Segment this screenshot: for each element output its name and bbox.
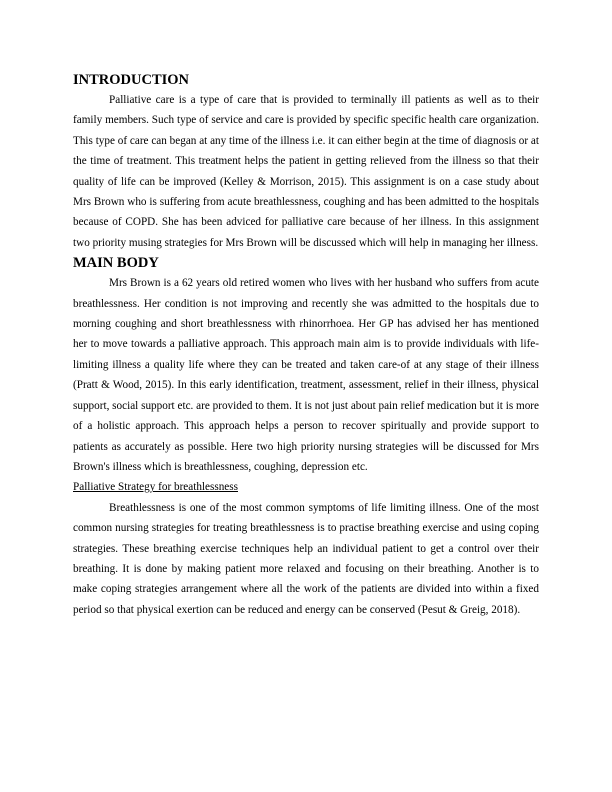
- document-page: [73, 70, 539, 620]
- introduction-paragraph: Palliative care is a type of care that is provided to terminally ill patients as well as to their family members. Such type of service and care is provided by specific specific health care organization. This type of care can began at any time of the illness i.e. it can either begin at the time of diagnosis or at the time of treatment. This treatment helps the patient in getting relieved from the illness so that their quality of life can be improved (Kelley & Morrison, 2015). This assignment is on a case study about Mrs Brown who is suffering from acute breathlessness, coughing and has been admitted to the hospitals because of COPD. She has been adviced for palliative care because of her illness. In this assignment two priority musing strategies for Mrs Brown will be discussed which will help in managing her illness.: [73, 94, 539, 249]
- main-body-heading: MAIN BODY: [73, 255, 159, 272]
- breathlessness-strategy-paragraph: Breathlessness is one of the most common symptoms of life limiting illness. One of the most common nursing strategies for treating breathlessness is to practise breathing exercise and using coping strategies. These breathing exercise techniques help an individual patient to get a control over their breathing. It is done by making patient more relaxed and focusing on their breathing. Another is to make coping strategies arrangement where all the work of the patients are divided into within a fixed period so that physical exertion can be reduced and energy can be conserved (Pesut & Greig, 2018).: [73, 501, 539, 616]
- introduction-heading: INTRODUCTION: [73, 72, 190, 88]
- main-body-paragraph: Mrs Brown is a 62 years old retired women who lives with her husband who suffers from acute breathlessness. Her condition is not improving and recently she was admitted to the hospitals due to morning coughing and short breathlessness with rhinorrhoea. Her GP has advised her has mentioned her to move towards a palliative approach. This approach main aim is to provide individuals with life-limiting illness a quality life where they can be treated and taken care-of at any stage of their illness (Pratt & Wood, 2015). In this early identification, treatment, assessment, relief in their illness, physical support, social support etc. are provided to them. It is not just about pain relief medication but it is more of a holistic approach. This approach helps a person to recover spiritually and provide support to patients as accurately as possible. Here two high priority nursing strategies will be discussed for Mrs Brown's illness which is breathlessness, coughing, depression etc.: [73, 277, 539, 473]
- breathlessness-strategy-subheading: Palliative Strategy for breathlessness: [73, 481, 238, 494]
